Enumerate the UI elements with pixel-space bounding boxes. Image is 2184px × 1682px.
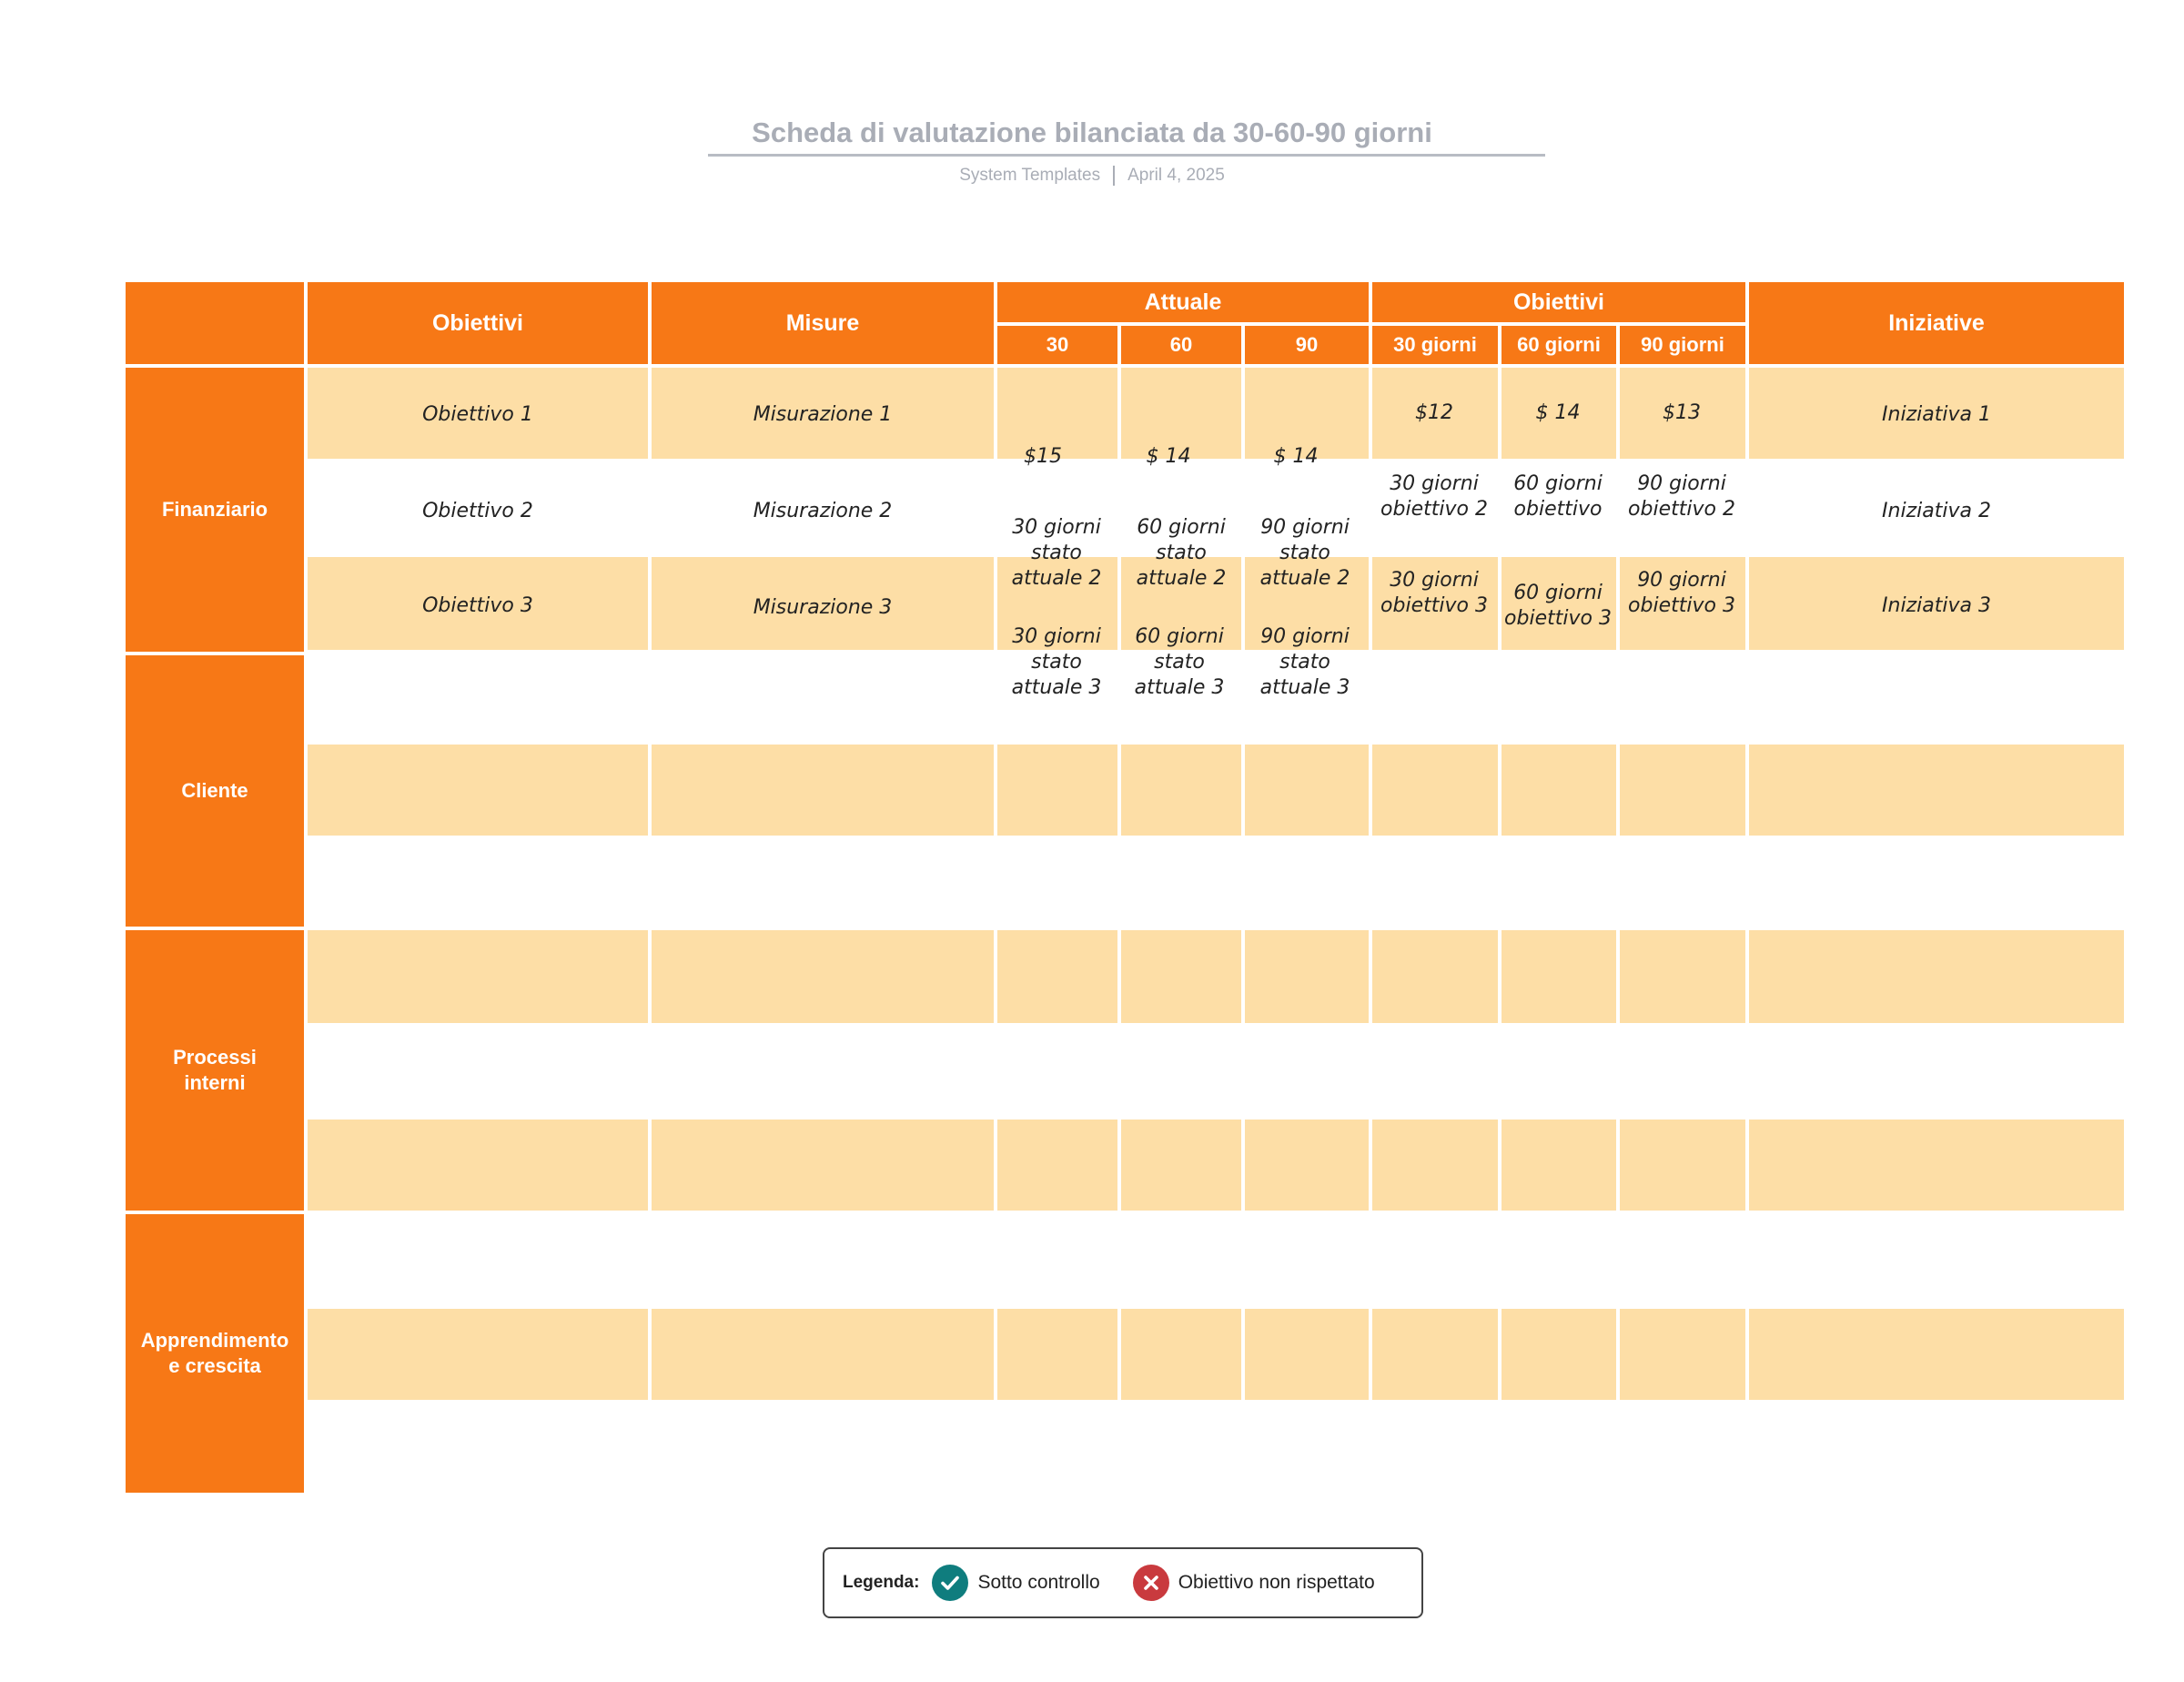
target-30-cell: 30 giorni obiettivo 2 [1380, 472, 1488, 521]
legend [823, 1547, 1423, 1618]
objective-cell: Obiettivo 3 [422, 594, 533, 617]
measure-cell: Misurazione 3 [753, 596, 893, 619]
actual-60-cell: $ 14 [1146, 445, 1191, 468]
column-header-obiettivi-90: 90 giorni [1620, 326, 1745, 364]
column-header-obiettivi-30: 30 giorni [1372, 326, 1498, 364]
column-divider [1616, 368, 1620, 1493]
initiative-cell: Iniziativa 3 [1882, 594, 1991, 617]
initiative-cell: Iniziativa 1 [1882, 403, 1991, 426]
target-60-cell: 60 giorni obiettivo 3 [1504, 582, 1612, 630]
actual-60-cell: 60 giorni stato attuale 2 [1136, 516, 1227, 590]
target-90-cell: $13 [1663, 401, 1701, 424]
measure-cell: Misurazione 2 [753, 500, 893, 522]
legend-on-track: Sotto controllo [977, 1572, 1100, 1593]
header-corner [126, 282, 304, 364]
column-header-attuale: Attuale [997, 282, 1369, 322]
target-30-cell: 30 giorni obiettivo 3 [1380, 569, 1488, 617]
column-divider [1241, 368, 1245, 1493]
actual-90-cell: $ 14 [1273, 445, 1319, 468]
legend-missed: Obiettivo non rispettato [1178, 1572, 1375, 1593]
column-header-obiettivi-60: 60 giorni [1502, 326, 1616, 364]
perspective-processi-interni: Processi interni [126, 930, 304, 1211]
x-circle-icon [1133, 1565, 1169, 1601]
row-band [308, 368, 2124, 459]
row-band [308, 930, 2124, 1023]
actual-60-cell: 60 giorni stato attuale 3 [1134, 625, 1225, 699]
column-header-obiettivi: Obiettivi [308, 282, 648, 364]
row-band [308, 1309, 2124, 1400]
legend-label: Legenda: [843, 1573, 920, 1592]
row-band [308, 745, 2124, 836]
column-header-obiettivi-group: Obiettivi [1372, 282, 1745, 322]
actual-90-cell: 90 giorni stato attuale 2 [1259, 516, 1350, 590]
column-header-attuale-30: 30 [997, 326, 1117, 364]
page-title: Scheda di valutazione bilanciata da 30-60-90 giorni [752, 117, 1432, 148]
actual-30-cell: 30 giorni stato attuale 2 [1011, 516, 1102, 590]
target-30-cell: $12 [1415, 401, 1453, 424]
column-header-attuale-90: 90 [1245, 326, 1369, 364]
objective-cell: Obiettivo 2 [422, 500, 533, 522]
target-60-cell: $ 14 [1535, 401, 1581, 424]
measure-cell: Misurazione 1 [753, 403, 893, 426]
actual-90-cell: 90 giorni stato attuale 3 [1259, 625, 1350, 699]
title-underline [708, 154, 1545, 157]
column-header-iniziative: Iniziative [1749, 282, 2124, 364]
objective-cell: Obiettivo 1 [422, 403, 533, 426]
actual-30-cell: $15 [1024, 445, 1062, 468]
column-divider [648, 368, 652, 1493]
column-divider [1369, 368, 1372, 1493]
column-divider [1498, 368, 1502, 1493]
column-header-misure: Misure [652, 282, 994, 364]
column-divider [994, 368, 997, 1493]
check-circle-icon [932, 1565, 968, 1601]
column-divider [1745, 368, 1749, 1493]
perspective-finanziario: Finanziario [126, 368, 304, 652]
target-90-cell: 90 giorni obiettivo 3 [1628, 569, 1735, 617]
initiative-cell: Iniziativa 2 [1882, 500, 1991, 522]
page-subtitle [0, 166, 2184, 186]
target-60-cell: 60 giorni obiettivo [1513, 472, 1603, 521]
column-divider [1117, 368, 1121, 1493]
author-label: System Templates [959, 166, 1101, 186]
target-90-cell: 90 giorni obiettivo 2 [1628, 472, 1735, 521]
column-header-attuale-60: 60 [1121, 326, 1241, 364]
row-band [308, 1120, 2124, 1211]
perspective-cliente: Cliente [126, 655, 304, 927]
date-label: April 4, 2025 [1127, 166, 1225, 186]
subtitle-separator [1113, 166, 1115, 186]
perspective-apprendimento-crescita: Apprendimento e crescita [126, 1214, 304, 1493]
actual-30-cell: 30 giorni stato attuale 3 [1011, 625, 1102, 699]
